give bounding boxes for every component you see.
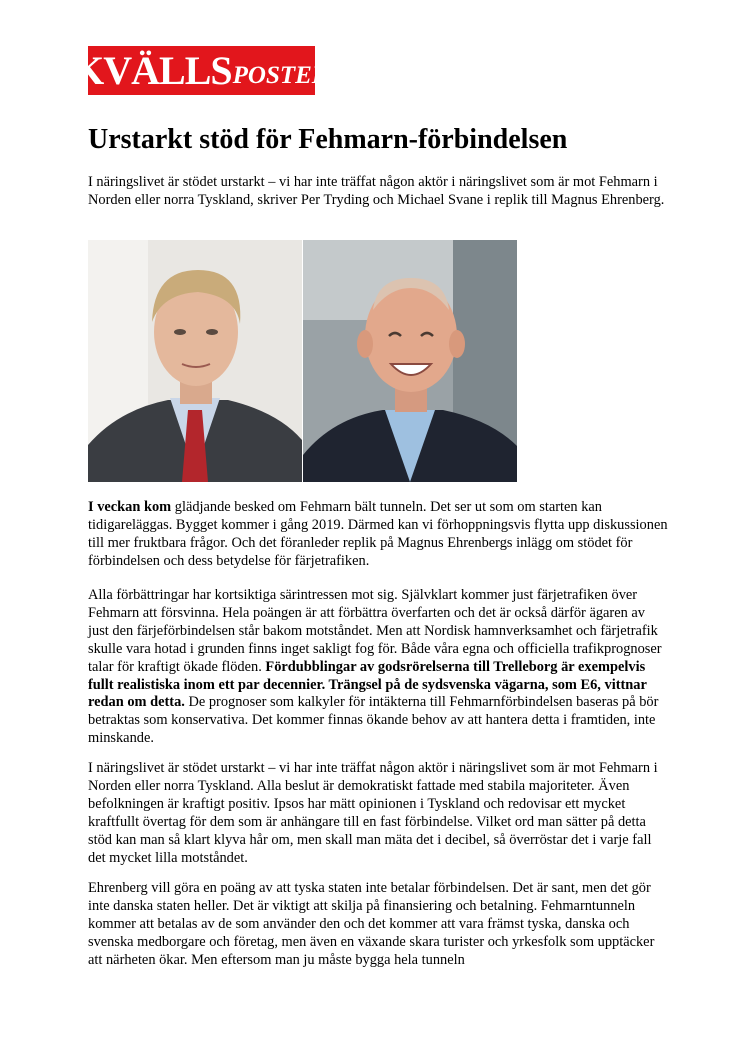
paragraph-1 <box>88 499 668 571</box>
logo-main-text: KVÄLLS <box>73 47 232 93</box>
kvallsposten-logo[interactable] <box>73 46 330 95</box>
article-title: Urstarkt stöd för Fehmarn-förbindelsen <box>88 124 568 155</box>
paragraph-1-bold: I veckan kom <box>88 499 172 515</box>
article-lead: I näringslivet är stödet urstarkt – vi har inte träffat någon aktör i näringslivet som är mot Fehmarn i Norden eller norra Tyskland, skriver Per Tryding och Michael Svane i replik till Magnus Ehrenberg. <box>88 174 665 208</box>
photo-per-tryding <box>88 240 302 482</box>
paragraph-2-text-before: Alla förbättringar har kortsiktiga särintressen mot sig. Självklart kommer just färjetrafiken över Fehmarn att försvinna. Hela poängen är att förbättra överfarten och det är också därför ägaren av just den färjeförbindelsen står bakom motståndet. Men att Nordisk hamnverksamhet och färjetrafik skulle vara hotad i grunden finns inget sakligt fog för. Både våra egna och officiella trafikprognoser talar för kraftigt ökade flöden. <box>88 587 662 675</box>
paragraph-1-text: glädjande besked om Fehmarn bält tunneln. Det ser ut som om starten kan tidigareläggas. Bygget kommer i gång 2019. Därmed kan vi förhoppningsvis flytta upp diskussionen till mer fruktbara frågor. Och det föranleder replik på Magnus Ehrenbergs inlägg om stödet för förbindelsen och dess betydelse för färjetrafiken. <box>88 499 668 569</box>
photo-michael-svane <box>303 240 517 482</box>
paragraph-2-text-after: De prognoser som kalkyler för intäkterna till Fehmarnförbindelsen baseras på bör betraktas som konservativa. Det kommer finnas ökande behov av att hantera detta i framtiden, inte minskande. <box>88 694 659 747</box>
paragraph-2-bold: Fördubblingar av godsrörelserna till Trelleborg är exempelvis fullt realistiska inom ett par decennier. Trängsel på de sydsvenska vägarna, som E6, vittnar redan om detta. <box>88 658 647 711</box>
paragraph-3: I näringslivet är stödet urstarkt – vi har inte träffat någon aktör i näringslivet som är mot Fehmarn i Norden eller norra Tyskland. Alla beslut är demokratiskt fattade med stabila majoriteter. Även befolkningen är kraftigt positiv. Ipsos har mätt opinionen i Tyskland och redovisar ett mycket kraftfullt övertag för dem som är anhängare till en fast förbindelse. Vilket ord man sätter på detta stöd kan man så klart klyva hår om, men skall man mäta det i decibel, så överröstar det i varje fall det mycket lilla motståndet. <box>88 760 658 866</box>
logo-sub-text: POSTEN <box>232 61 330 89</box>
paragraph-2 <box>88 587 668 748</box>
paragraph-4: Ehrenberg vill göra en poäng av att tyska staten inte betalar förbindelsen. Det är sant, men det gör inte danska staten heller. Det är viktigt att skilja på finansiering och betalning. Fehmarntunneln kommer att betalas av de som använder den och det kommer att vara främst tyska, danska och svenska medborgare och företag, men även en växande skara turister och yrkesfolk som upptäcker att närheten ökar. Men eftersom man ju måste bygga hela tunneln <box>88 880 655 968</box>
